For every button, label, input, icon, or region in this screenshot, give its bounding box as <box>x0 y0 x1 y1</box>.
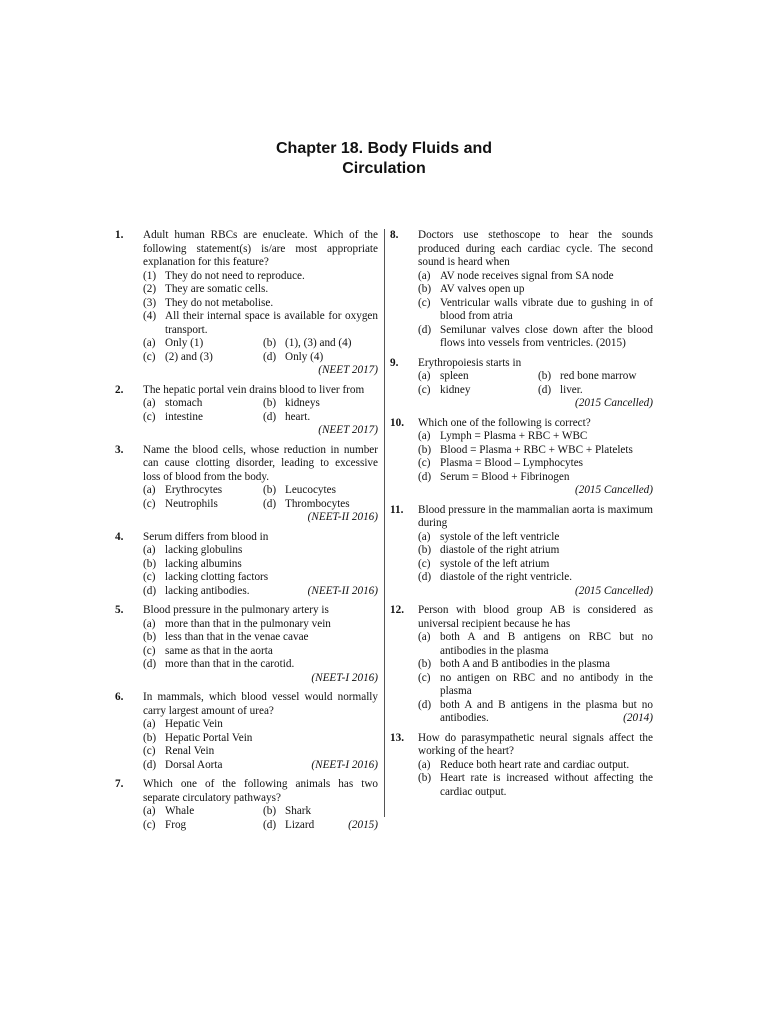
option-grid <box>143 337 378 364</box>
option-item <box>263 484 378 498</box>
question-number: 1. <box>115 229 124 241</box>
option-label: (c) <box>143 644 156 657</box>
option-label: (c) <box>143 818 156 831</box>
left-column <box>115 229 378 838</box>
option-label: (b) <box>143 557 157 570</box>
option-item <box>418 297 653 324</box>
option-item <box>418 658 653 672</box>
option-text: Lizard (2015) <box>285 818 378 831</box>
option-item <box>143 310 378 337</box>
question-stem: Serum differs from blood in <box>143 530 269 543</box>
option-text: lacking clotting factors <box>165 571 269 583</box>
option-text: They do not metabolise. <box>165 296 274 309</box>
option-label: (b) <box>143 731 157 744</box>
option-text: red bone marrow <box>560 370 637 382</box>
question <box>390 417 653 498</box>
option-label: (c) <box>143 410 156 423</box>
question-stem: Erythropoiesis starts in <box>418 356 522 369</box>
option-item <box>263 411 378 425</box>
option-text: Erythrocytes <box>165 484 223 496</box>
option-item <box>418 283 653 297</box>
option-label: (2) <box>143 283 157 295</box>
option-text: Renal Vein <box>165 745 215 757</box>
question-number: 9. <box>390 356 399 369</box>
question-line <box>115 384 378 438</box>
question-stem: Name the blood cells, whose reduction in number can cause clotting disorder, leading to excessive loss of blood from the body. <box>143 443 378 483</box>
option-text: diastole of the right atrium <box>440 544 560 556</box>
option-label: (3) <box>143 296 157 309</box>
option-label: (a) <box>143 544 156 556</box>
question-number: 3. <box>115 443 124 456</box>
option-text: systole of the left ventricle <box>440 530 560 543</box>
option-item <box>143 631 378 645</box>
question-line <box>390 732 653 800</box>
question-body <box>418 229 653 351</box>
option-text: spleen <box>440 370 469 382</box>
option-label: (b) <box>538 370 552 382</box>
question-line <box>115 444 378 525</box>
option-item <box>143 558 378 572</box>
option-label: (a) <box>143 397 156 409</box>
question-number: 5. <box>115 604 124 616</box>
question-body <box>143 691 378 772</box>
option-text: Hepatic Vein <box>165 718 223 730</box>
option-text: lacking antibodies. (NEET-II 2016) <box>165 584 378 597</box>
question-stem: Blood pressure in the pulmonary artery is <box>143 604 329 616</box>
option-item <box>263 337 378 351</box>
option-item <box>418 384 538 398</box>
question-line <box>115 691 378 772</box>
chapter-title-line-1: Chapter 18. Body Fluids and <box>275 140 493 157</box>
option-label: (b) <box>418 283 432 295</box>
option-label: (d) <box>143 584 157 597</box>
option-text: more than that in the pulmonary vein <box>165 617 331 630</box>
option-text: AV node receives signal from SA node <box>440 269 614 282</box>
option-label: (d) <box>143 658 157 670</box>
option-text: Shark <box>285 805 312 817</box>
question <box>115 531 378 599</box>
question-body <box>418 732 653 800</box>
option-text: heart. <box>285 410 311 423</box>
question-line <box>390 504 653 599</box>
option-grid <box>143 397 378 424</box>
question-number: 12. <box>390 604 404 616</box>
question <box>115 604 378 685</box>
question-source: (NEET 2017) <box>318 424 378 436</box>
option-text: lacking albumins <box>165 557 242 570</box>
question-body <box>143 778 378 832</box>
question-number: 6. <box>115 691 124 703</box>
question-body <box>143 604 378 685</box>
question-source: (2014) <box>623 712 653 724</box>
question-body <box>418 604 653 726</box>
question-line <box>115 778 378 832</box>
option-item <box>418 444 653 458</box>
option-item <box>143 297 378 311</box>
question-stem: Person with blood group AB is considered as universal recipient because he has <box>418 604 653 630</box>
option-item <box>538 370 653 384</box>
option-item <box>143 498 263 512</box>
option-text: systole of the left atrium <box>440 557 550 570</box>
option-text: liver. <box>560 383 583 396</box>
option-label: (d) <box>263 410 277 423</box>
option-item <box>143 544 378 558</box>
question <box>115 778 378 832</box>
option-item <box>418 558 653 572</box>
option-label: (b) <box>418 544 432 556</box>
option-label: (b) <box>263 484 277 496</box>
option-item <box>263 397 378 411</box>
question-source: (NEET 2017) <box>318 364 378 376</box>
option-item <box>418 631 653 658</box>
question-source: (2015 Cancelled) <box>575 397 653 409</box>
option-item <box>538 384 653 398</box>
option-item <box>263 819 378 833</box>
question-stem: Which one of the following is correct? <box>418 416 591 429</box>
option-item <box>263 498 378 512</box>
option-text: AV valves open up <box>440 283 525 295</box>
option-item <box>418 430 653 444</box>
chapter-title <box>0 139 768 179</box>
option-label: (b) <box>263 397 277 409</box>
option-label: (b) <box>418 772 432 784</box>
option-text: Plasma = Blood – Lymphocytes <box>440 457 584 469</box>
option-item <box>143 337 263 351</box>
option-label: (1) <box>143 269 157 282</box>
option-text: Heart rate is increased without affecting the cardiac output. <box>440 772 653 798</box>
option-text: (2) and (3) <box>165 350 213 363</box>
option-item <box>418 457 653 471</box>
option-label: (a) <box>418 758 431 771</box>
question-number: 11. <box>390 503 404 516</box>
chapter-title-line-2: Circulation <box>342 160 426 177</box>
option-label: (a) <box>418 631 431 643</box>
option-label: (b) <box>418 658 432 670</box>
option-item <box>418 571 653 585</box>
right-column <box>390 229 653 805</box>
option-item <box>418 324 653 351</box>
option-item <box>143 805 263 819</box>
option-item <box>143 645 378 659</box>
option-label: (d) <box>263 497 277 510</box>
option-label: (c) <box>418 671 431 684</box>
option-label: (a) <box>418 530 431 543</box>
option-label: (d) <box>263 818 277 831</box>
option-label: (d) <box>418 470 432 483</box>
question-stem: Doctors use stethoscope to hear the sounds produced during each cardiac cycle. The second sound is heard when <box>418 229 653 268</box>
option-item <box>143 718 378 732</box>
option-label: (b) <box>263 805 277 817</box>
option-item <box>143 411 263 425</box>
question-body <box>143 531 378 599</box>
option-label: (a) <box>418 430 431 442</box>
question-line <box>115 229 378 378</box>
question <box>115 229 378 378</box>
option-item <box>143 571 378 585</box>
option-label: (d) <box>263 350 277 363</box>
option-text: Lymph = Plasma + RBC + WBC <box>440 430 588 442</box>
question <box>115 691 378 772</box>
option-item <box>143 585 378 599</box>
option-text: Hepatic Portal Vein <box>165 731 253 744</box>
question <box>390 732 653 800</box>
question <box>390 357 653 411</box>
option-text: Whale <box>165 805 195 817</box>
question-body <box>418 357 653 411</box>
question <box>115 384 378 438</box>
option-item <box>263 351 378 365</box>
option-item <box>418 370 538 384</box>
option-text: both A and B antibodies in the plasma <box>440 658 610 670</box>
question-body <box>143 384 378 438</box>
question-line <box>115 531 378 599</box>
option-grid <box>418 370 653 397</box>
option-text: Semilunar valves close down after the blood flows into vessels from ventricles. (2015) <box>440 323 653 349</box>
option-item <box>143 745 378 759</box>
question-line <box>390 357 653 411</box>
option-text: more than that in the carotid. <box>165 658 295 670</box>
option-label: (a) <box>143 337 156 349</box>
question-number: 7. <box>115 778 124 790</box>
option-text: lacking globulins <box>165 544 243 556</box>
option-item <box>143 819 263 833</box>
question-number: 8. <box>390 229 399 241</box>
option-text: diastole of the right ventricle. <box>440 571 573 583</box>
question-source: (2015) <box>348 818 378 831</box>
option-item <box>143 270 378 284</box>
question-line <box>390 229 653 351</box>
option-item <box>418 772 653 799</box>
option-text: Ventricular walls vibrate due to gushing in of blood from atria <box>440 296 653 322</box>
option-label: (a) <box>143 718 156 730</box>
option-text: Dorsal Aorta (NEET-I 2016) <box>165 758 378 771</box>
option-label: (c) <box>418 557 431 570</box>
option-text: All their internal space is available for oxygen transport. <box>165 310 378 336</box>
option-label: (c) <box>143 497 156 510</box>
option-item <box>418 471 653 485</box>
question-source: (2015 Cancelled) <box>575 584 653 597</box>
option-label: (a) <box>418 370 431 382</box>
option-grid <box>143 805 378 832</box>
question-body <box>418 504 653 599</box>
question-number: 10. <box>390 416 404 429</box>
option-item <box>418 544 653 558</box>
option-text: kidneys <box>285 397 320 409</box>
question-number: 13. <box>390 731 404 744</box>
option-label: (b) <box>143 631 157 643</box>
option-label: (4) <box>143 310 157 322</box>
option-item <box>263 805 378 819</box>
option-text: intestine <box>165 410 203 423</box>
question-stem: In mammals, which blood vessel would normally carry largest amount of urea? <box>143 691 378 717</box>
option-text: Frog <box>165 818 187 831</box>
question-line <box>390 417 653 498</box>
option-label: (d) <box>418 571 432 583</box>
option-item <box>143 351 263 365</box>
option-text: Only (1) <box>165 337 204 349</box>
question <box>390 604 653 726</box>
option-item <box>418 759 653 773</box>
option-label: (c) <box>143 745 156 757</box>
option-item <box>418 699 653 726</box>
question-stem: How do parasympathetic neural signals affect the working of the heart? <box>418 731 653 757</box>
question-stem: The hepatic portal vein drains blood to liver from <box>143 383 365 396</box>
question-body <box>143 444 378 525</box>
option-text: They do not need to reproduce. <box>165 269 305 282</box>
option-label: (b) <box>418 443 432 456</box>
option-label: (c) <box>143 571 156 583</box>
option-item <box>143 759 378 773</box>
option-label: (b) <box>263 337 277 349</box>
question-source: (NEET-I 2016) <box>311 758 378 771</box>
option-label: (a) <box>418 269 431 282</box>
option-text: both A and B antigens on RBC but no antibodies in the plasma <box>440 631 653 657</box>
option-text: (1), (3) and (4) <box>285 337 352 349</box>
question-source: (NEET-I 2016) <box>311 671 378 684</box>
option-label: (d) <box>418 698 432 711</box>
option-label: (d) <box>538 383 552 396</box>
option-item <box>143 658 378 672</box>
question-stem: Adult human RBCs are enucleate. Which of the following statement(s) is/are most appropriate explanation for this feature? <box>143 229 378 268</box>
option-label: (c) <box>418 457 431 469</box>
option-text: Blood = Plasma + RBC + WBC + Platelets <box>440 443 633 456</box>
question-source: (2015 Cancelled) <box>575 484 653 496</box>
option-item <box>143 618 378 632</box>
question-body <box>143 229 378 378</box>
option-label: (c) <box>418 296 431 309</box>
option-item <box>418 672 653 699</box>
option-label: (a) <box>143 484 156 496</box>
option-text: Thrombocytes <box>285 497 350 510</box>
option-label: (d) <box>143 758 157 771</box>
column-divider <box>384 229 385 817</box>
question-stem: Blood pressure in the mammalian aorta is maximum during <box>418 503 653 529</box>
option-grid <box>143 484 378 511</box>
option-label: (a) <box>143 805 156 817</box>
option-label: (d) <box>418 323 432 336</box>
question-body <box>418 417 653 498</box>
option-text: Leucocytes <box>285 484 336 496</box>
option-item <box>143 732 378 746</box>
option-label: (a) <box>143 617 156 630</box>
question-number: 2. <box>115 383 124 396</box>
option-text: Serum = Blood + Fibrinogen <box>440 470 570 483</box>
option-text: Only (4) <box>285 350 324 363</box>
option-label: (c) <box>418 383 431 396</box>
option-item <box>143 397 263 411</box>
option-text: both A and B antigens in the plasma but no antibodies. (2014) <box>440 698 653 724</box>
option-text: Reduce both heart rate and cardiac output. <box>440 758 630 771</box>
question-line <box>115 604 378 685</box>
question-source: (NEET-II 2016) <box>307 511 378 523</box>
question <box>390 504 653 599</box>
question-line <box>390 604 653 726</box>
option-text: Neutrophils <box>165 497 218 510</box>
option-text: less than that in the venae cavae <box>165 631 309 643</box>
option-text: no antigen on RBC and no antibody in the plasma <box>440 671 653 697</box>
option-text: stomach <box>165 397 203 409</box>
question-number: 4. <box>115 530 124 543</box>
option-item <box>418 270 653 284</box>
question <box>390 229 653 351</box>
option-item <box>143 484 263 498</box>
option-label: (c) <box>143 350 156 363</box>
option-item <box>418 531 653 545</box>
question-source: (NEET-II 2016) <box>307 584 378 597</box>
option-text: They are somatic cells. <box>165 283 269 295</box>
option-item <box>143 283 378 297</box>
option-text: kidney <box>440 383 471 396</box>
option-text: same as that in the aorta <box>165 644 273 657</box>
question-stem: Which one of the following animals has two separate circulatory pathways? <box>143 778 378 804</box>
question <box>115 444 378 525</box>
